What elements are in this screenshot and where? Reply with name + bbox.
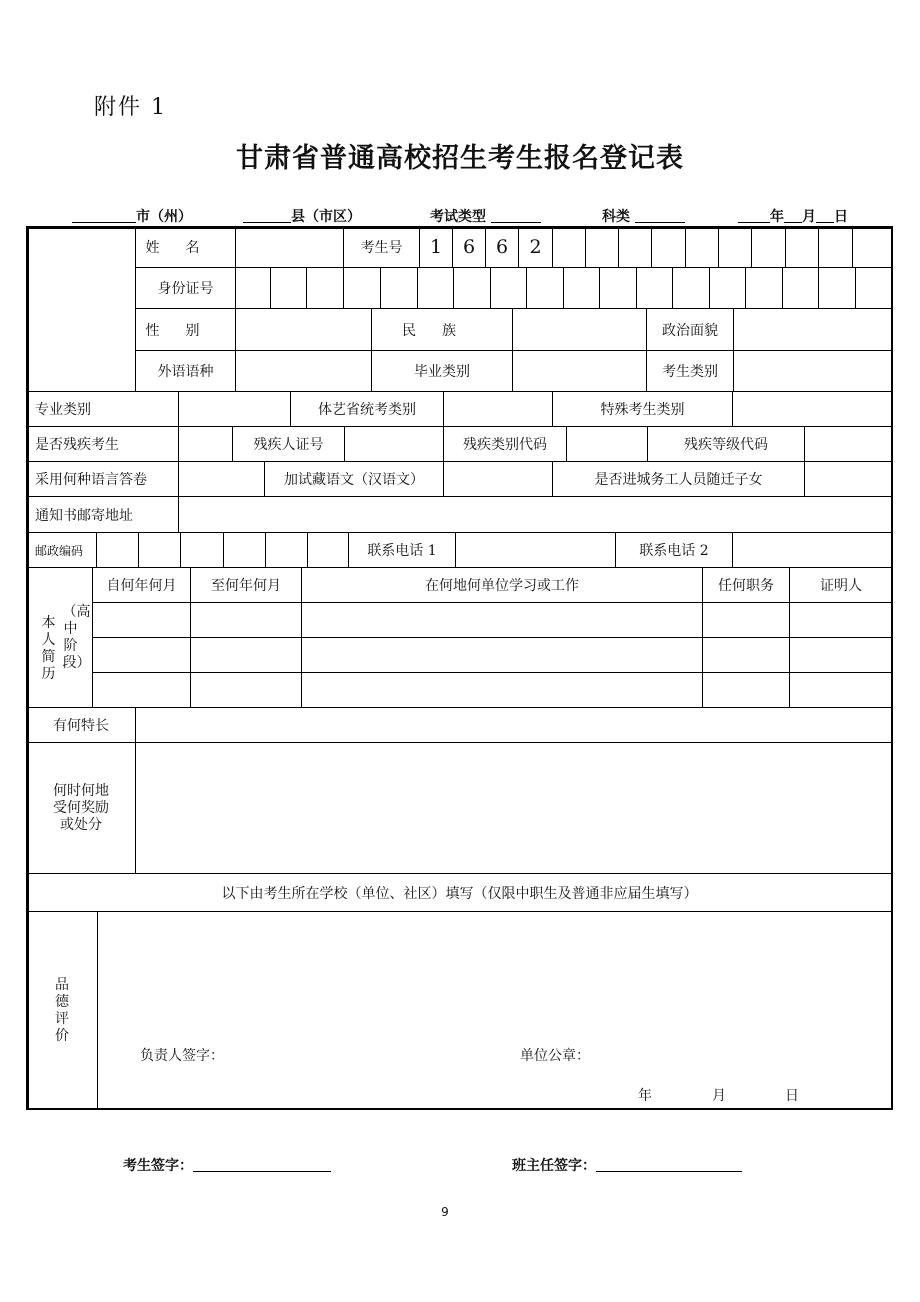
resume-cell[interactable]	[702, 602, 790, 638]
unit-seal-label: 单位公章：	[520, 1048, 590, 1064]
exam-no-digit-box[interactable]	[552, 226, 586, 268]
county-label: 县（市区）	[291, 209, 361, 225]
exam-no-digit-box[interactable]	[785, 226, 819, 268]
disabled-level-input[interactable]	[804, 426, 893, 462]
is-disabled-label: 是否残疾考生	[26, 426, 179, 462]
postcode-digit-box[interactable]	[96, 532, 139, 568]
ethnicity-input[interactable]	[512, 308, 647, 351]
exam-no-digit-box[interactable]: 6	[452, 226, 486, 268]
major-type-label: 专业类别	[26, 391, 179, 427]
resume-cell[interactable]	[190, 602, 302, 638]
teacher-sign-label: 班主任签字：	[512, 1158, 596, 1174]
id-no-digit-box[interactable]	[490, 267, 527, 309]
id-no-digit-box[interactable]	[782, 267, 819, 309]
resume-to-header: 至何年何月	[190, 567, 302, 603]
name-input[interactable]	[235, 226, 344, 268]
exam-no-digit-box[interactable]	[718, 226, 752, 268]
exam-no-digit-box[interactable]: 1	[419, 226, 453, 268]
art-sport-type-label: 体艺省统考类别	[290, 391, 444, 427]
disabled-cert-input[interactable]	[344, 426, 444, 462]
gender-input[interactable]	[235, 308, 372, 351]
subject-field[interactable]	[602, 206, 685, 226]
exam-no-digit-box[interactable]	[618, 226, 652, 268]
id-no-digit-box[interactable]	[563, 267, 600, 309]
exam-no-digit-box[interactable]	[651, 226, 686, 268]
disabled-cert-label: 残疾人证号	[232, 426, 345, 462]
disabled-code-label: 残疾类别代码	[443, 426, 567, 462]
grad-type-input[interactable]	[512, 350, 647, 392]
id-no-digit-box[interactable]	[306, 267, 344, 309]
postcode-digit-box[interactable]	[265, 532, 308, 568]
awards-input[interactable]	[135, 742, 893, 874]
id-no-digit-box[interactable]	[855, 267, 893, 309]
political-label: 政治面貌	[646, 308, 734, 351]
resume-witness-header: 证明人	[789, 567, 893, 603]
month-label: 月	[802, 209, 816, 225]
moral-day-label: 日	[785, 1088, 799, 1104]
candidate-type-input[interactable]	[733, 350, 893, 392]
resume-cell[interactable]	[301, 637, 703, 673]
leader-sign-label: 负责人签字：	[140, 1048, 224, 1064]
migrant-child-input[interactable]	[804, 461, 893, 497]
exam-no-label: 考生号	[343, 226, 420, 268]
student-sign-label: 考生签字：	[123, 1158, 193, 1174]
id-no-digit-box[interactable]	[270, 267, 307, 309]
id-no-digit-box[interactable]	[672, 267, 710, 309]
specialty-label: 有何特长	[26, 707, 136, 743]
resume-cell[interactable]	[702, 637, 790, 673]
resume-cell[interactable]	[92, 672, 191, 708]
id-no-digit-box[interactable]	[818, 267, 856, 309]
exam-type-label: 考试类型	[430, 209, 486, 225]
resume-side-label	[26, 567, 93, 708]
political-input[interactable]	[733, 308, 893, 351]
id-no-digit-box[interactable]	[599, 267, 637, 309]
exam-no-digit-box[interactable]: 2	[518, 226, 553, 268]
gender-label: 性别	[135, 308, 236, 351]
resume-where-header: 在何地何单位学习或工作	[301, 567, 703, 603]
postcode-digit-box[interactable]	[223, 532, 266, 568]
resume-label-main: 本人简历	[41, 614, 56, 682]
id-no-digit-box[interactable]	[636, 267, 673, 309]
school-note: 以下由考生所在学校（单位、社区）填写（仅限中职生及普通非应届生填写）	[26, 873, 893, 912]
resume-cell[interactable]	[190, 637, 302, 673]
moral-year-label: 年	[638, 1088, 652, 1104]
id-no-digit-box[interactable]	[417, 267, 454, 309]
phone1-label: 联系电话 1	[348, 532, 456, 568]
id-no-digit-box[interactable]	[235, 267, 271, 309]
date-field[interactable]	[738, 206, 848, 226]
special-type-label: 特殊考生类别	[552, 391, 733, 427]
name-label: 姓名	[135, 226, 236, 268]
id-no-digit-box[interactable]	[526, 267, 564, 309]
exam-no-digit-box[interactable]	[818, 226, 853, 268]
foreign-lang-label: 外语语种	[135, 350, 236, 392]
exam-no-digit-box[interactable]	[685, 226, 719, 268]
phone2-label: 联系电话 2	[615, 532, 733, 568]
city-label: 市（州）	[136, 209, 192, 225]
id-no-digit-box[interactable]	[343, 267, 381, 309]
grad-type-label: 毕业类别	[371, 350, 513, 392]
year-label: 年	[770, 209, 784, 225]
postcode-digit-box[interactable]	[180, 532, 224, 568]
awards-label: 何时何地受何奖励或处分	[26, 742, 136, 874]
moral-month-label: 月	[712, 1088, 726, 1104]
resume-cell[interactable]	[702, 672, 790, 708]
specialty-input[interactable]	[135, 707, 893, 743]
student-sign-field[interactable]	[123, 1155, 331, 1175]
teacher-sign-field[interactable]	[512, 1155, 742, 1175]
resume-cell[interactable]	[92, 602, 191, 638]
resume-label-sub: （高中阶段）	[62, 603, 91, 671]
id-no-digit-box[interactable]	[745, 267, 783, 309]
resume-cell[interactable]	[301, 602, 703, 638]
answer-lang-label: 采用何种语言答卷	[26, 461, 179, 497]
special-type-input[interactable]	[732, 391, 893, 427]
moral-input[interactable]	[97, 911, 893, 1110]
extra-test-input[interactable]	[443, 461, 553, 497]
resume-cell[interactable]	[789, 602, 893, 638]
postcode-digit-box[interactable]	[307, 532, 349, 568]
is-disabled-input[interactable]	[178, 426, 233, 462]
id-no-label: 身份证号	[135, 267, 236, 309]
mail-address-input[interactable]	[178, 496, 893, 533]
mail-address-label: 通知书邮寄地址	[26, 496, 179, 533]
candidate-type-label: 考生类别	[646, 350, 734, 392]
exam-no-digit-box[interactable]	[751, 226, 786, 268]
major-type-input[interactable]	[178, 391, 291, 427]
foreign-lang-input[interactable]	[235, 350, 372, 392]
resume-cell[interactable]	[789, 637, 893, 673]
ethnicity-label: 民族	[371, 308, 513, 351]
exam-no-digit-box[interactable]	[585, 226, 619, 268]
phone1-input[interactable]	[455, 532, 616, 568]
exam-no-digit-box[interactable]	[852, 226, 893, 268]
form-title: 甘肃省普通高校招生考生报名登记表	[236, 143, 684, 174]
extra-test-label: 加试藏语文（汉语文）	[264, 461, 444, 497]
moral-label: 品德评价	[26, 911, 98, 1110]
county-field[interactable]	[243, 206, 361, 226]
page-number: 9	[441, 1205, 449, 1219]
exam-type-field[interactable]	[430, 206, 541, 226]
resume-from-header: 自何年何月	[92, 567, 191, 603]
city-field[interactable]	[72, 206, 192, 226]
art-sport-type-input[interactable]	[443, 391, 553, 427]
phone2-input[interactable]	[732, 532, 893, 568]
disabled-code-input[interactable]	[566, 426, 648, 462]
subject-label: 科类	[602, 209, 630, 225]
attachment-label: 附件 1	[94, 95, 167, 120]
migrant-child-label: 是否进城务工人员随迁子女	[552, 461, 805, 497]
id-no-digit-box[interactable]	[453, 267, 491, 309]
id-no-digit-box[interactable]	[709, 267, 746, 309]
photo-area[interactable]	[26, 226, 136, 392]
answer-lang-input[interactable]	[178, 461, 265, 497]
resume-cell[interactable]	[789, 672, 893, 708]
exam-no-digit-box[interactable]: 6	[485, 226, 519, 268]
resume-cell[interactable]	[190, 672, 302, 708]
resume-position-header: 任何职务	[702, 567, 790, 603]
day-label: 日	[834, 209, 848, 225]
postcode-digit-box[interactable]	[138, 532, 181, 568]
postcode-label: 邮政编码	[26, 532, 97, 568]
disabled-level-label: 残疾等级代码	[647, 426, 805, 462]
resume-cell[interactable]	[92, 637, 191, 673]
resume-cell[interactable]	[301, 672, 703, 708]
id-no-digit-box[interactable]	[380, 267, 418, 309]
